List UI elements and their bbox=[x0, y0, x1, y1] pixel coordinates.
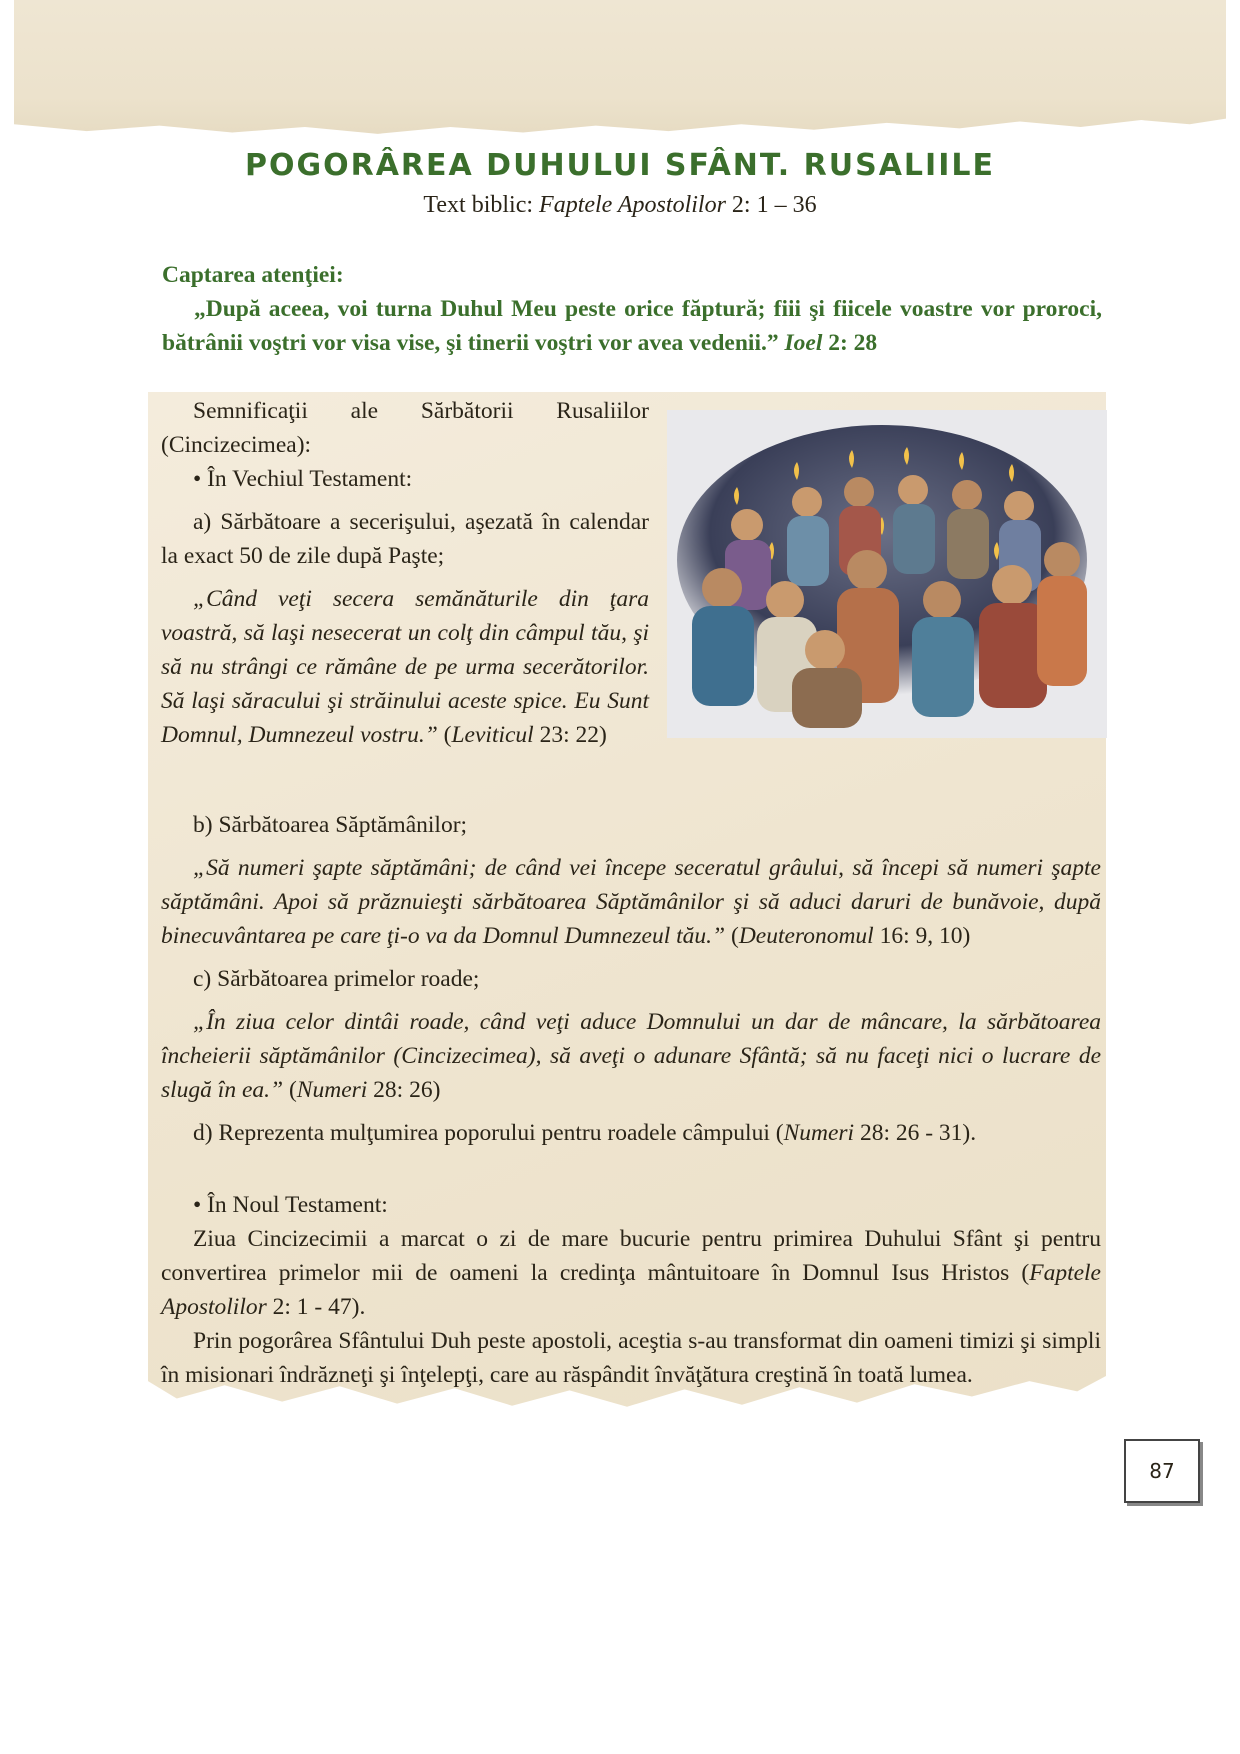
main-column bbox=[161, 808, 1101, 1392]
item-a-ref-num: 23: 22) bbox=[533, 722, 607, 748]
apostles-pentecost-image bbox=[667, 410, 1107, 738]
item-a-text: a) Sărbătoare a secerişului, aşezată în calendar la exact 50 de zile după Paşte; bbox=[161, 509, 649, 569]
attention-section bbox=[162, 258, 1102, 360]
item-a-quote-text: „Când veţi secera semănăturile din ţara voastră, să laşi nesecerat un colţ din câmpul tău, şi să nu strângi ce rămâne de pe urma secerătorilor. Să laşi săracului şi străinului aceste spice. Eu Sunt Domnul, Dumnezeul vostru.” bbox=[161, 586, 649, 748]
item-c-ref-open: ( bbox=[283, 1077, 297, 1103]
item-a-ref-open: ( bbox=[437, 722, 452, 748]
new-testament-heading: • În Noul Testament: bbox=[193, 1192, 388, 1218]
torn-paper-header-band bbox=[14, 0, 1226, 138]
item-c-quote bbox=[161, 1005, 1101, 1107]
old-testament-heading: • În Vechiul Testament: bbox=[193, 466, 413, 492]
item-d-text bbox=[161, 1116, 1101, 1150]
new-testament-paragraph-1 bbox=[161, 1222, 1101, 1324]
subtitle-book: Faptele Apostolilor bbox=[539, 192, 726, 218]
item-d-text-body: d) Reprezenta mulţumirea poporului pentru roadele câmpului ( bbox=[193, 1120, 784, 1146]
nt-p1-text: Ziua Cincizecimii a marcat o zi de mare bucurie pentru primirea Duhului Sfânt şi pentru convertirea primelor mii de oameni la credinţa mântuitoare în Domnul Isus Hristos ( bbox=[161, 1226, 1101, 1286]
attention-quote bbox=[162, 292, 1102, 360]
item-d-ref-book: Numeri bbox=[783, 1120, 855, 1146]
item-b-ref-book: Deuteronomul bbox=[738, 923, 874, 949]
page-number: 87 bbox=[1124, 1439, 1200, 1503]
item-b-ref-open: ( bbox=[725, 923, 739, 949]
page-title: POGORÂREA DUHULUI SFÂNT. RUSALIILE bbox=[244, 148, 995, 183]
new-testament-paragraph-2: Prin pogorârea Sfântului Duh peste apostoli, aceştia s-au transformat din oameni timizi şi simpli în misionari îndrăzneţi şi înţelepţi, care au răspândit învăţătura creştină în toată lumea. bbox=[161, 1328, 1101, 1388]
item-b-ref-num: 16: 9, 10) bbox=[873, 923, 971, 949]
bible-text-reference bbox=[0, 188, 1240, 222]
pentecost-illustration bbox=[667, 410, 1107, 738]
item-a-ref-book: Leviticul bbox=[451, 722, 534, 748]
item-b-quote-text: „Să numeri şapte săptămâni; de când vei începe seceratul grâului, să începi să numeri şapte săptămâni. Apoi să prăznuieşti sărbătoarea Săptămânilor şi să aduci daruri de bunăvoie, după binecuvântarea pe care ţi-o va da Domnul Dumnezeul tău.” bbox=[161, 855, 1101, 949]
intro-paragraph: Semnificaţii ale Sărbătorii Rusaliilor (Cincizecimea): bbox=[161, 398, 649, 458]
item-c-quote-text: „În ziua celor dintâi roade, când veţi aduce Domnului un dar de mâncare, la sărbătoarea încheierii săptămânilor (Cincizecimea), să aveţi o adunare Sfântă; să nu faceţi nici o lucrare de slugă în ea.” bbox=[161, 1009, 1101, 1103]
item-c-ref-book: Numeri bbox=[296, 1077, 368, 1103]
attention-quote-text: „După aceea, voi turna Duhul Meu peste orice făptură; fiii şi fiicele voastre vor proroci, bătrânii voştri vor visa vise, şi tinerii voştri vor avea vedenii.” bbox=[162, 296, 1102, 356]
title-block bbox=[0, 146, 1240, 222]
item-a-quote bbox=[161, 582, 649, 752]
item-c-text: c) Sărbătoarea primelor roade; bbox=[193, 966, 480, 992]
nt-p1-book: Faptele Apostolilor bbox=[161, 1260, 1101, 1320]
subtitle-ref: 2: 1 – 36 bbox=[725, 192, 817, 218]
attention-ref-book: Ioel bbox=[784, 330, 823, 356]
item-b-text: b) Sărbătoarea Săptămânilor; bbox=[193, 812, 468, 838]
item-b-quote bbox=[161, 851, 1101, 953]
intro-column bbox=[161, 394, 649, 752]
item-d-ref-num: 28: 26 - 31). bbox=[854, 1120, 977, 1146]
subtitle-prefix: Text biblic: bbox=[423, 192, 540, 218]
attention-label: Captarea atenţiei: bbox=[162, 262, 344, 288]
item-c-ref-num: 28: 26) bbox=[367, 1077, 441, 1103]
attention-ref-num: 2: 28 bbox=[822, 330, 878, 356]
nt-p1-ref: 2: 1 - 47). bbox=[266, 1294, 366, 1320]
